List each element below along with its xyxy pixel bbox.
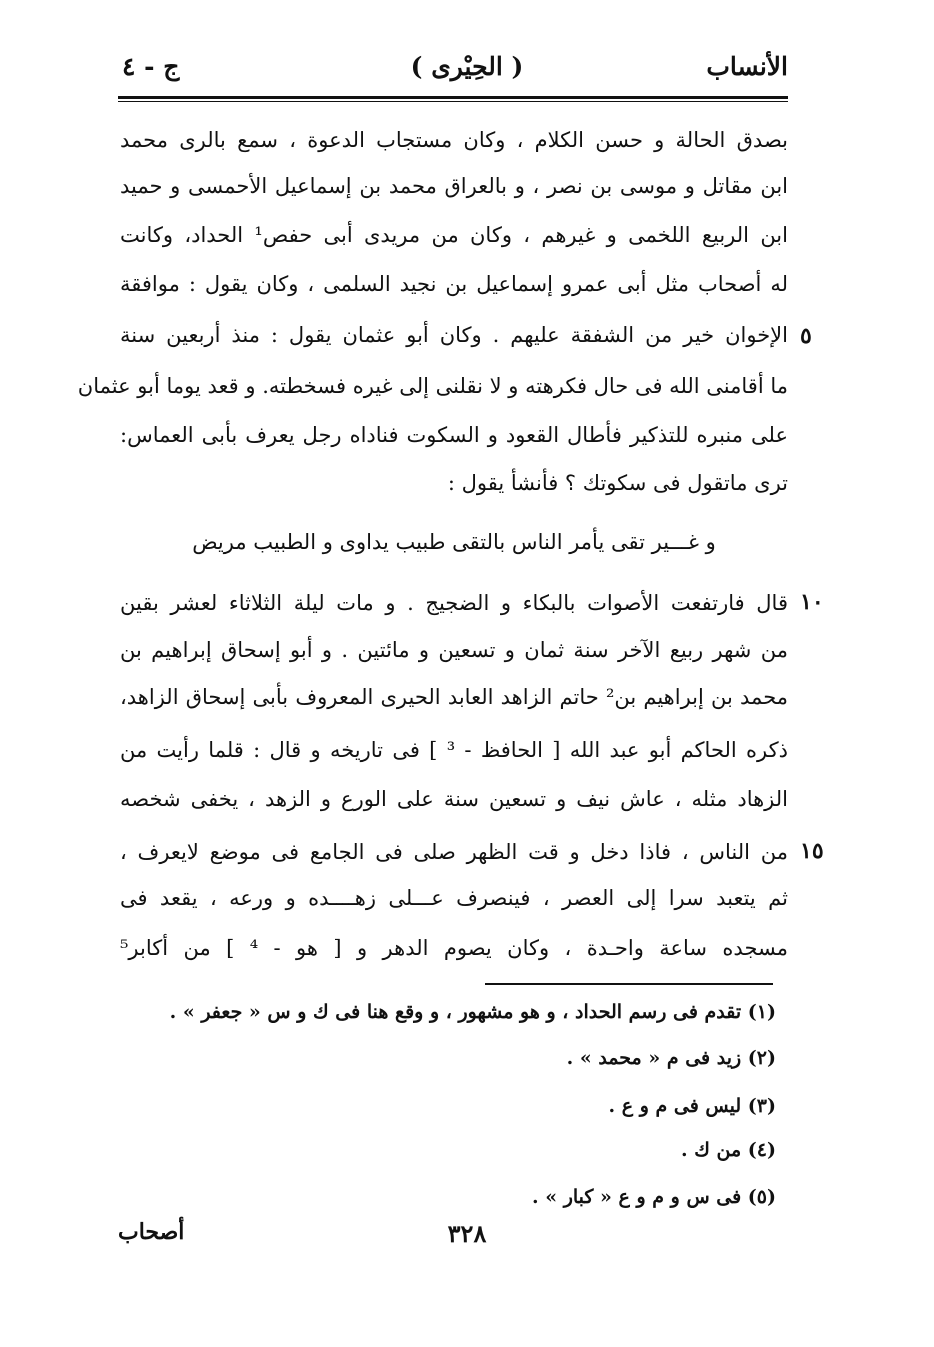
text-line: له أصحاب مثل أبى عمرو إسماعيل بن نجيد السلمى ، وكان يقول : موافقة	[120, 272, 788, 296]
catchword: أصحاب	[118, 1219, 185, 1245]
text-line: من شهر ربيع الآخر سنة ثمان و تسعين و مائتين . و أبو إسحاق إبراهيم بن	[120, 638, 788, 662]
text-line: من الناس ، فاذا دخل و قت الظهر صلى فى الجامع فى موضع لايعرف ،	[120, 840, 788, 864]
line-number-15: ١٥	[800, 838, 824, 864]
footnote: (٥) فى س و م و ع « كبار » .	[531, 1186, 776, 1208]
text-line: ثم يتعبد سرا إلى العصر ، فينصرف عـــلى زهــــده و ورعه ، يقعد فى	[120, 886, 788, 910]
footnote: (١) تقدم فى رسم الحداد ، و هو مشهور ، و وقع هنا فى ك و س « جعفر » .	[169, 1001, 776, 1023]
text-line: ابن الربيع اللخمى و غيرهم ، وكان من مريدى أبى حفص¹ الحداد، وكانت	[120, 223, 788, 247]
footnote-rule	[485, 983, 773, 985]
text-line: الإخوان خير من الشفقة عليهم . وكان أبو عثمان يقول : منذ أربعين سنة	[120, 323, 788, 347]
line-number-10: ١٠	[800, 589, 824, 615]
text-line: ما أقامنى الله فى حال فكرهته و لا نقلنى إلى غيره فسخطته. و قعد يوما أبو عثمان	[77, 374, 788, 398]
text-line: ترى ماتقول فى سكوتك ؟ فأنشأ يقول :	[447, 471, 788, 495]
text-line: ذكره الحاكم أبو عبد الله [ الحافظ - ³ ] فى تاريخه و قال : قلما رأيت من	[120, 738, 788, 762]
text-line: محمد بن إبراهيم بن² حاتم الزاهد العابد الحيرى المعروف بأبى إسحاق الزاهد،	[120, 685, 788, 709]
poem-verse: و غـــير تقى يأمر الناس بالتقى طبيب يداوى و الطبيب مريض	[192, 530, 716, 554]
header-rule-thin	[118, 101, 788, 102]
header-rule	[118, 96, 788, 99]
text-line: قال فارتفعت الأصوات بالبكاء و الضجيج . و مات ليلة الثلاثاء لعشر بقين	[120, 591, 788, 615]
text-line: بصدق الحالة و حسن الكلام ، وكان مستجاب الدعوة ، سمع بالرى محمد	[120, 128, 788, 152]
footnote: (٣) ليس فى م و ع .	[608, 1095, 776, 1117]
text-line: على منبره للتذكير فأطال القعود و السكوت فناداه رجل يعرف بأبى العماس:	[120, 423, 788, 447]
line-number-5: ٥	[800, 323, 812, 349]
header-entry-title: ( الحِيْرى )	[410, 52, 524, 81]
page-number: ٣٢٨	[447, 1219, 487, 1248]
header-volume: ج - ٤	[122, 52, 180, 81]
footnote: (٢) زيد فى م « محمد » .	[566, 1047, 776, 1069]
text-line: الزهاد مثله ، عاش نيف و تسعين سنة على الورع و الزهد ، يخفى شخصه	[120, 787, 788, 811]
header-book-title: الأنساب	[706, 52, 788, 81]
text-line: مسجده ساعة واحـدة ، وكان يصوم الدهر و [ هو - ⁴ ] من أكابر⁵	[120, 936, 788, 960]
footnote: (٤) من ك .	[681, 1139, 776, 1161]
text-line: ابن مقاتل و موسى بن نصر ، و بالعراق محمد بن إسماعيل الأحمسى و حميد	[120, 174, 788, 198]
